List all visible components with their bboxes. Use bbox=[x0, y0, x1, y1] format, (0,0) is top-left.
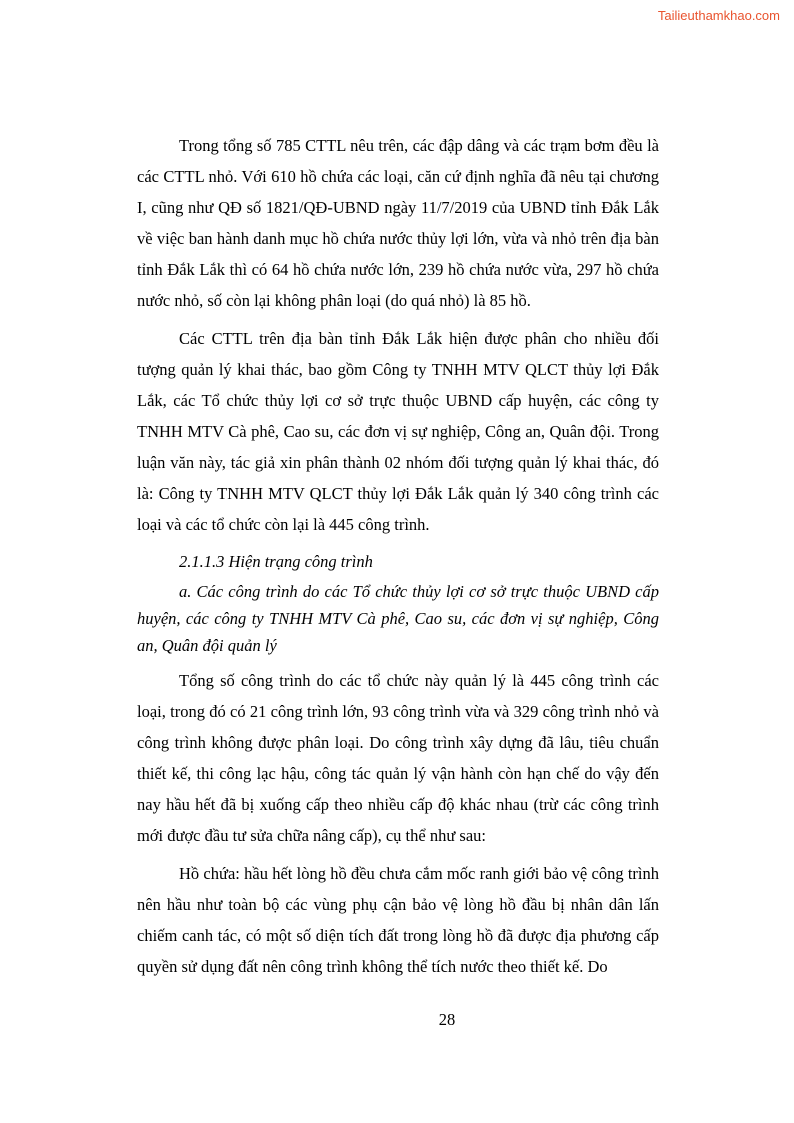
paragraph-management-groups: Các CTTL trên địa bàn tỉnh Đắk Lắk hiện được phân cho nhiều đối tượng quản lý khai thác, bao gồm Công ty TNHH MTV QLCT thủy lợi Đắk Lắk, các Tổ chức thủy lợi cơ sở trực thuộc UBND cấp huyện, các công ty TNHH MTV Cà phê, Cao su, các đơn vị sự nghiệp, Công an, Quân đội. Trong luận văn này, tác giả xin phân thành 02 nhóm đối tượng quản lý khai thác, đó là: Công ty TNHH MTV QLCT thủy lợi Đắk Lắk quản lý 340 công trình các loại và các tổ chức còn lại là 445 công trình. bbox=[137, 329, 659, 534]
paragraph-overview-cttl: Trong tổng số 785 CTTL nêu trên, các đập dâng và các trạm bơm đều là các CTTL nhỏ. Với 610 hồ chứa các loại, căn cứ định nghĩa đã nêu tại chương I, cũng như QĐ số 1821/QĐ-UBND ngày 11/7/2019 của UBND tỉnh Đắk Lắk về việc ban hành danh mục hồ chứa nước thủy lợi lớn, vừa và nhỏ trên địa bàn tỉnh Đắk Lắk thì có 64 hồ chứa nước lớn, 239 hồ chứa nước vừa, 297 hồ chứa nước nhỏ, số còn lại không phân loại (do quá nhỏ) là 85 hồ. bbox=[137, 136, 659, 310]
paragraph-total-works: Tổng số công trình do các tổ chức này quản lý là 445 công trình các loại, trong đó có 21 công trình lớn, 93 công trình vừa và 329 công trình nhỏ và công trình không được phân loại. Do công trình xây dựng đã lâu, tiêu chuẩn thiết kế, thi công lạc hậu, công tác quản lý vận hành còn hạn chế do vậy đến nay hầu hết đã bị xuống cấp theo nhiều cấp độ khác nhau (trừ các công trình mới được đầu tư sửa chữa nâng cấp), cụ thể như sau: bbox=[137, 671, 659, 845]
section-heading-2-1-1-3: 2.1.1.3 Hiện trạng công trình bbox=[179, 552, 373, 571]
paragraph-reservoirs: Hồ chứa: hầu hết lòng hồ đều chưa cắm mốc ranh giới bảo vệ công trình nên hầu như toàn bộ các vùng phụ cận bảo vệ lòng hồ đầu bị nhân dân lấn chiếm canh tác, có một số diện tích đất trong lòng hồ đã được địa phương cấp quyền sử dụng đất nên công trình không thể tích nước theo thiết kế. Do bbox=[137, 864, 659, 976]
page-number: 28 bbox=[438, 1010, 456, 1029]
watermark: Tailieuthamkhao.com bbox=[657, 8, 780, 23]
subsection-heading-a: a. Các công trình do các Tổ chức thủy lợi cơ sở trực thuộc UBND cấp huyện, các công ty TNHH MTV Cà phê, Cao su, các đơn vị sự nghiệp, Công an, Quân đội quản lý bbox=[137, 582, 659, 655]
document-content bbox=[137, 130, 659, 989]
